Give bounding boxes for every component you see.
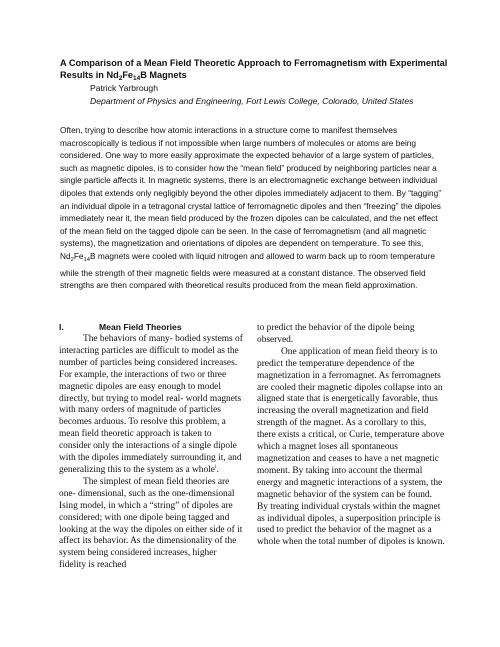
- section-number: I.: [59, 322, 64, 332]
- paragraph-text: .: [216, 464, 219, 475]
- body-paragraph: to predict the behavior of the dipole being observed.: [257, 323, 415, 345]
- footnote-marker: i: [214, 463, 217, 470]
- abstract-subscript: 14: [83, 256, 90, 263]
- author-name: Patrick Yarbrough: [90, 83, 158, 93]
- section-heading: [59, 321, 244, 333]
- title-text: A Comparison of a Mean Field Theoretic Approach to Ferromagnetism with Experimental Results in Nd: [60, 58, 448, 80]
- abstract-text: Fe: [73, 250, 84, 261]
- abstract: [60, 124, 442, 292]
- author-affiliation: Department of Physics and Engineering, Fort Lewis College, Colorado, United States: [90, 96, 414, 106]
- left-column: [59, 321, 244, 572]
- body-paragraph: The simplest of mean field theories are one- dimensional, such as the one-dimensional Ising model, in which a “string” of dipoles are considered; with one dipole being tagged and looking at the way the dipoles on either side of it affect its behavior. As the dimensionality of the system being considered increases, higher fidelity is reached: [59, 476, 243, 571]
- abstract-text: B magnets were cooled with liquid nitrogen and allowed to warm back up to room temperature while the strength of their magnetic fields were measured at a constant distance. The observed field strengths are then compared with theoretical results produced from the mean field approximation.: [60, 250, 435, 291]
- title-subscript: 14: [133, 74, 141, 82]
- section-title: Mean Field Theories: [99, 322, 182, 332]
- paper-title: [60, 58, 460, 84]
- abstract-text: Often, trying to describe how atomic interactions in a structure come to manifest themselves macroscopically is tedious if not impossible when large numbers of molecules or atoms are being considered. One way to more easily approximate the expected behavior of a large system of particles, such as magnetic dipoles, is to consider how the “mean field” produced by neighboring particles near a single particle affects it. In magnetic systems, there is an electromagnetic exchange between individual dipoles that extends only negligibly beyond the other dipoles immediately adjacent to them. By “tagging” an individual dipole in a tetragonal crystal lattice of ferromagnetic dipoles and then “freezing” the dipoles immediately near it, the mean field produced by the frozen dipoles can be calculated, and the net effect of the mean field on the tagged dipole can be seen. In the case of ferromagnetism (and all magnetic systems), the magnetization and orientations of dipoles are dependent on temperature. To see this, Nd: [60, 125, 441, 261]
- body-paragraph: One application of mean field theory is to predict the temperature dependence of the magnetization in a ferromagnet. As ferromagnets are cooled their magnetic dipoles collapse into an aligned state that is energetically favorable, thus increasing the overall magnetization and field strength of the magnet. As a corollary to this, there exists a critical, or Curie, temperature above which a magnet loses all spontaneous magnetization and ceases to have a net magnetic moment. By taking into account the thermal energy and magnetic interactions of a system, the magnetic behavior of the system can be found. By treating individual crystals within the magnet as individual dipoles, a superposition principle is used to predict the behavior of the magnet as a whole when the total number of dipoles is known.: [257, 346, 445, 548]
- right-column: [257, 323, 445, 549]
- title-text: Fe: [122, 69, 134, 80]
- title-text: B Magnets: [140, 69, 187, 80]
- abstract-subscript: 2: [70, 256, 74, 263]
- title-subscript: 2: [118, 74, 123, 82]
- paragraph-text: The behaviors of many- bodied systems of interacting particles are difficult to model as the number of particles being considered increases. For example, the interactions of two or three magnetic dipoles are easy enough to model directly, but trying to model real- world magnets with many orders of magnitude of particles becomes arduous. To resolve this problem, a mean field theoretic approach is taken to consider only the interactions of a single dipole with the dipoles immediately surrounding it, and generalizing this to the system as a whole: [59, 334, 243, 475]
- body-paragraph: [59, 334, 244, 477]
